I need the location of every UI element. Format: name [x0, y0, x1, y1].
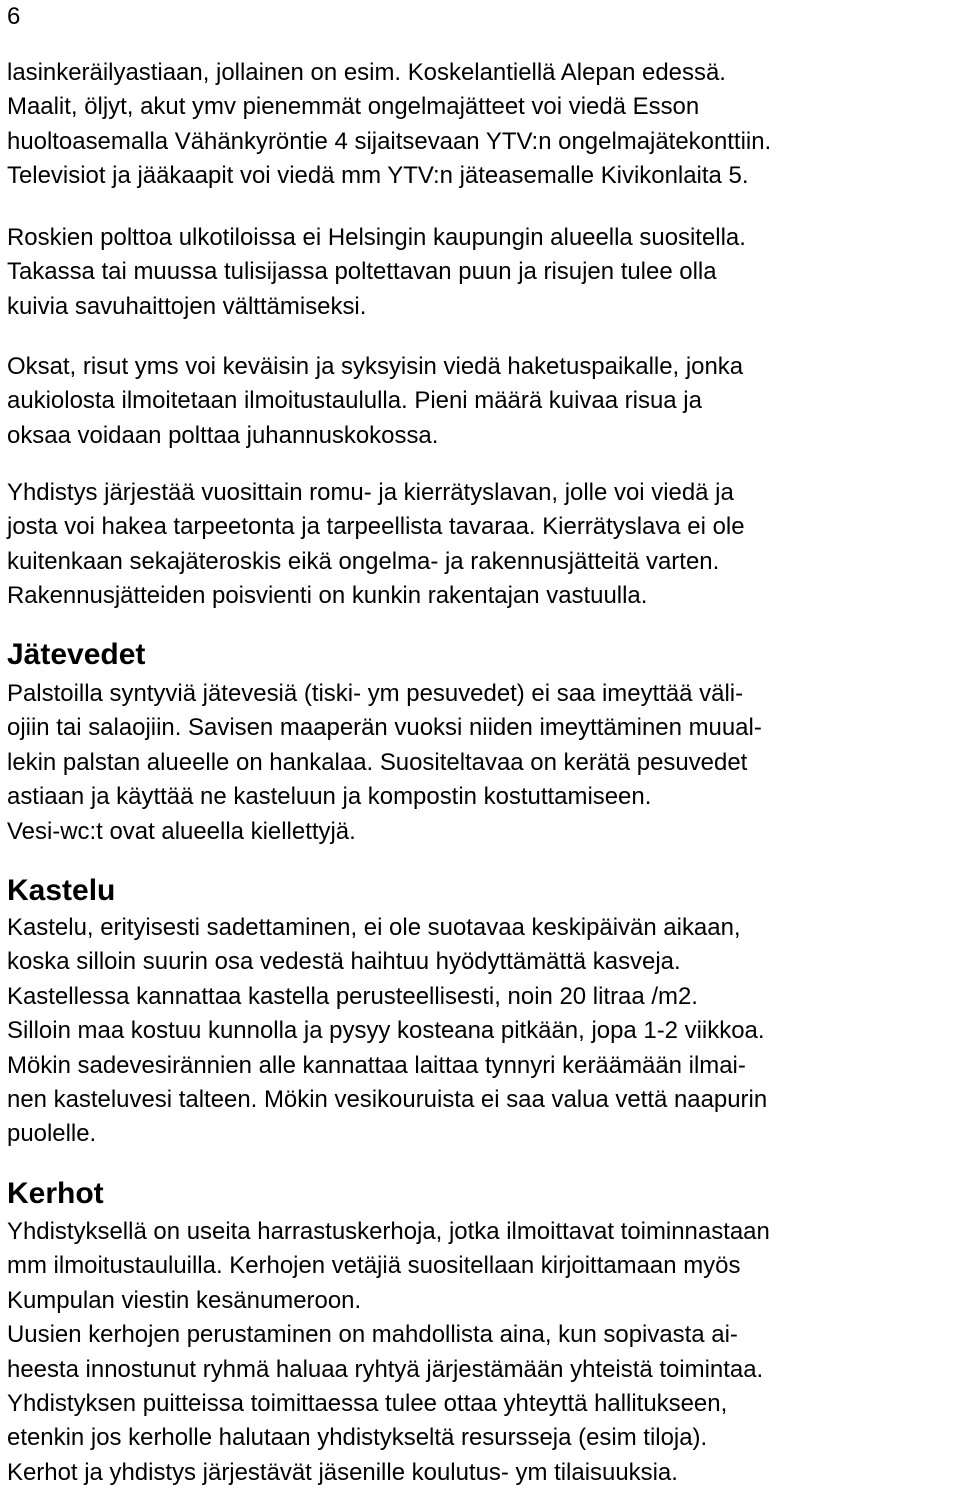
- text-line: lasinkeräilyastiaan, jollainen on esim. Koskelantiellä Alepan edessä.: [7, 59, 726, 86]
- text-line: josta voi hakea tarpeetonta ja tarpeellista tavaraa. Kierrätyslava ei ole: [7, 513, 745, 541]
- text-line: Kumpulan viestin kesänumeroon.: [7, 1286, 362, 1314]
- paragraph-recycling: [7, 476, 957, 614]
- text-line: Rakennusjätteiden poisvienti on kunkin rakentajan vastuulla.: [7, 582, 648, 610]
- section-heading-kerhot: Kerhot: [7, 1177, 104, 1210]
- text-line: Maalit, öljyt, akut ymv pienemmät ongelmajätteet voi viedä Esson: [7, 93, 700, 121]
- text-line: mm ilmoitustauluilla. Kerhojen vetäjiä suositellaan kirjoittamaan myös: [7, 1252, 741, 1280]
- text-line: Kerhot ja yhdistys järjestävät jäsenille koulutus- ym tilaisuuksia.: [7, 1458, 678, 1486]
- paragraph-branches: [7, 350, 957, 453]
- text-line: koska silloin suurin osa vedestä haihtuu hyödyttämättä kasveja.: [7, 948, 681, 976]
- section-body-jatevedet: [7, 677, 957, 849]
- text-line: lekin palstan alueelle on hankalaa. Suositeltavaa on kerätä pesuvedet: [7, 748, 748, 776]
- page-number: 6: [7, 3, 21, 30]
- intro-text: [7, 56, 957, 194]
- text-line: puolelle.: [7, 1120, 97, 1148]
- text-line: Mökin sadevesirännien alle kannattaa laittaa tynnyri keräämään ilmai-: [7, 1051, 746, 1079]
- text-line: Televisiot ja jääkaapit voi viedä mm YTV:n jäteasemalle Kivikonlaita 5.: [7, 162, 749, 190]
- text-line: nen kasteluvesi talteen. Mökin vesikouruista ei saa valua vettä naapurin: [7, 1085, 768, 1113]
- section-body-kastelu: [7, 911, 957, 1152]
- paragraph-burning: [7, 221, 957, 324]
- text-line: Palstoilla syntyviä jätevesiä (tiski- ym pesuvedet) ei saa imeyttää väli-: [7, 680, 744, 707]
- text-line: Kastellessa kannattaa kastella perusteellisesti, noin 20 litraa /m2.: [7, 982, 698, 1010]
- text-line: astiaan ja käyttää ne kasteluun ja kompostin kostuttamiseen.: [7, 783, 652, 811]
- text-line: kuitenkaan sekajäteroskis eikä ongelma- ja rakennusjätteitä varten.: [7, 547, 720, 575]
- text-line: huoltoasemalla Vähänkyröntie 4 sijaitsevaan YTV:n ongelmajätekonttiin.: [7, 127, 772, 155]
- text-line: Silloin maa kostuu kunnolla ja pysyy kosteana pitkään, jopa 1-2 viikkoa.: [7, 1017, 765, 1045]
- text-line: Vesi-wc:t ovat alueella kiellettyjä.: [7, 817, 356, 845]
- text-line: Roskien polttoa ulkotiloissa ei Helsingin kaupungin alueella suositella.: [7, 224, 746, 251]
- text-line: Takassa tai muussa tulisijassa poltettavan puun ja risujen tulee olla: [7, 258, 717, 286]
- section-body-kerhot: [7, 1215, 957, 1490]
- section-heading-kastelu: Kastelu: [7, 874, 116, 907]
- text-line: ojiin tai salaojiin. Savisen maaperän vuoksi niiden imeyttäminen muual-: [7, 714, 762, 742]
- text-line: aukiolosta ilmoitetaan ilmoitustaululla. Pieni määrä kuivaa risua ja: [7, 387, 702, 415]
- text-line: Yhdistyksen puitteissa toimittaessa tulee ottaa yhteyttä hallitukseen,: [7, 1389, 728, 1417]
- text-line: heesta innostunut ryhmä haluaa ryhtyä järjestämään yhteistä toimintaa.: [7, 1355, 764, 1383]
- text-line: Yhdistys järjestää vuosittain romu- ja kierrätyslavan, jolle voi viedä ja: [7, 479, 734, 506]
- text-line: Oksat, risut yms voi keväisin ja syksyisin viedä haketuspaikalle, jonka: [7, 353, 744, 380]
- text-line: Kastelu, erityisesti sadettaminen, ei ole suotavaa keskipäivän aikaan,: [7, 914, 741, 941]
- text-line: etenkin jos kerholle halutaan yhdistykseltä resursseja (esim tiloja).: [7, 1424, 708, 1452]
- text-line: Uusien kerhojen perustaminen on mahdollista aina, kun sopivasta ai-: [7, 1321, 738, 1349]
- text-line: Yhdistyksellä on useita harrastuskerhoja, jotka ilmoittavat toiminnastaan: [7, 1218, 770, 1245]
- text-line: kuivia savuhaittojen välttämiseksi.: [7, 292, 367, 320]
- section-heading-jatevedet: Jätevedet: [7, 638, 146, 671]
- text-line: oksaa voidaan polttaa juhannuskokossa.: [7, 421, 439, 449]
